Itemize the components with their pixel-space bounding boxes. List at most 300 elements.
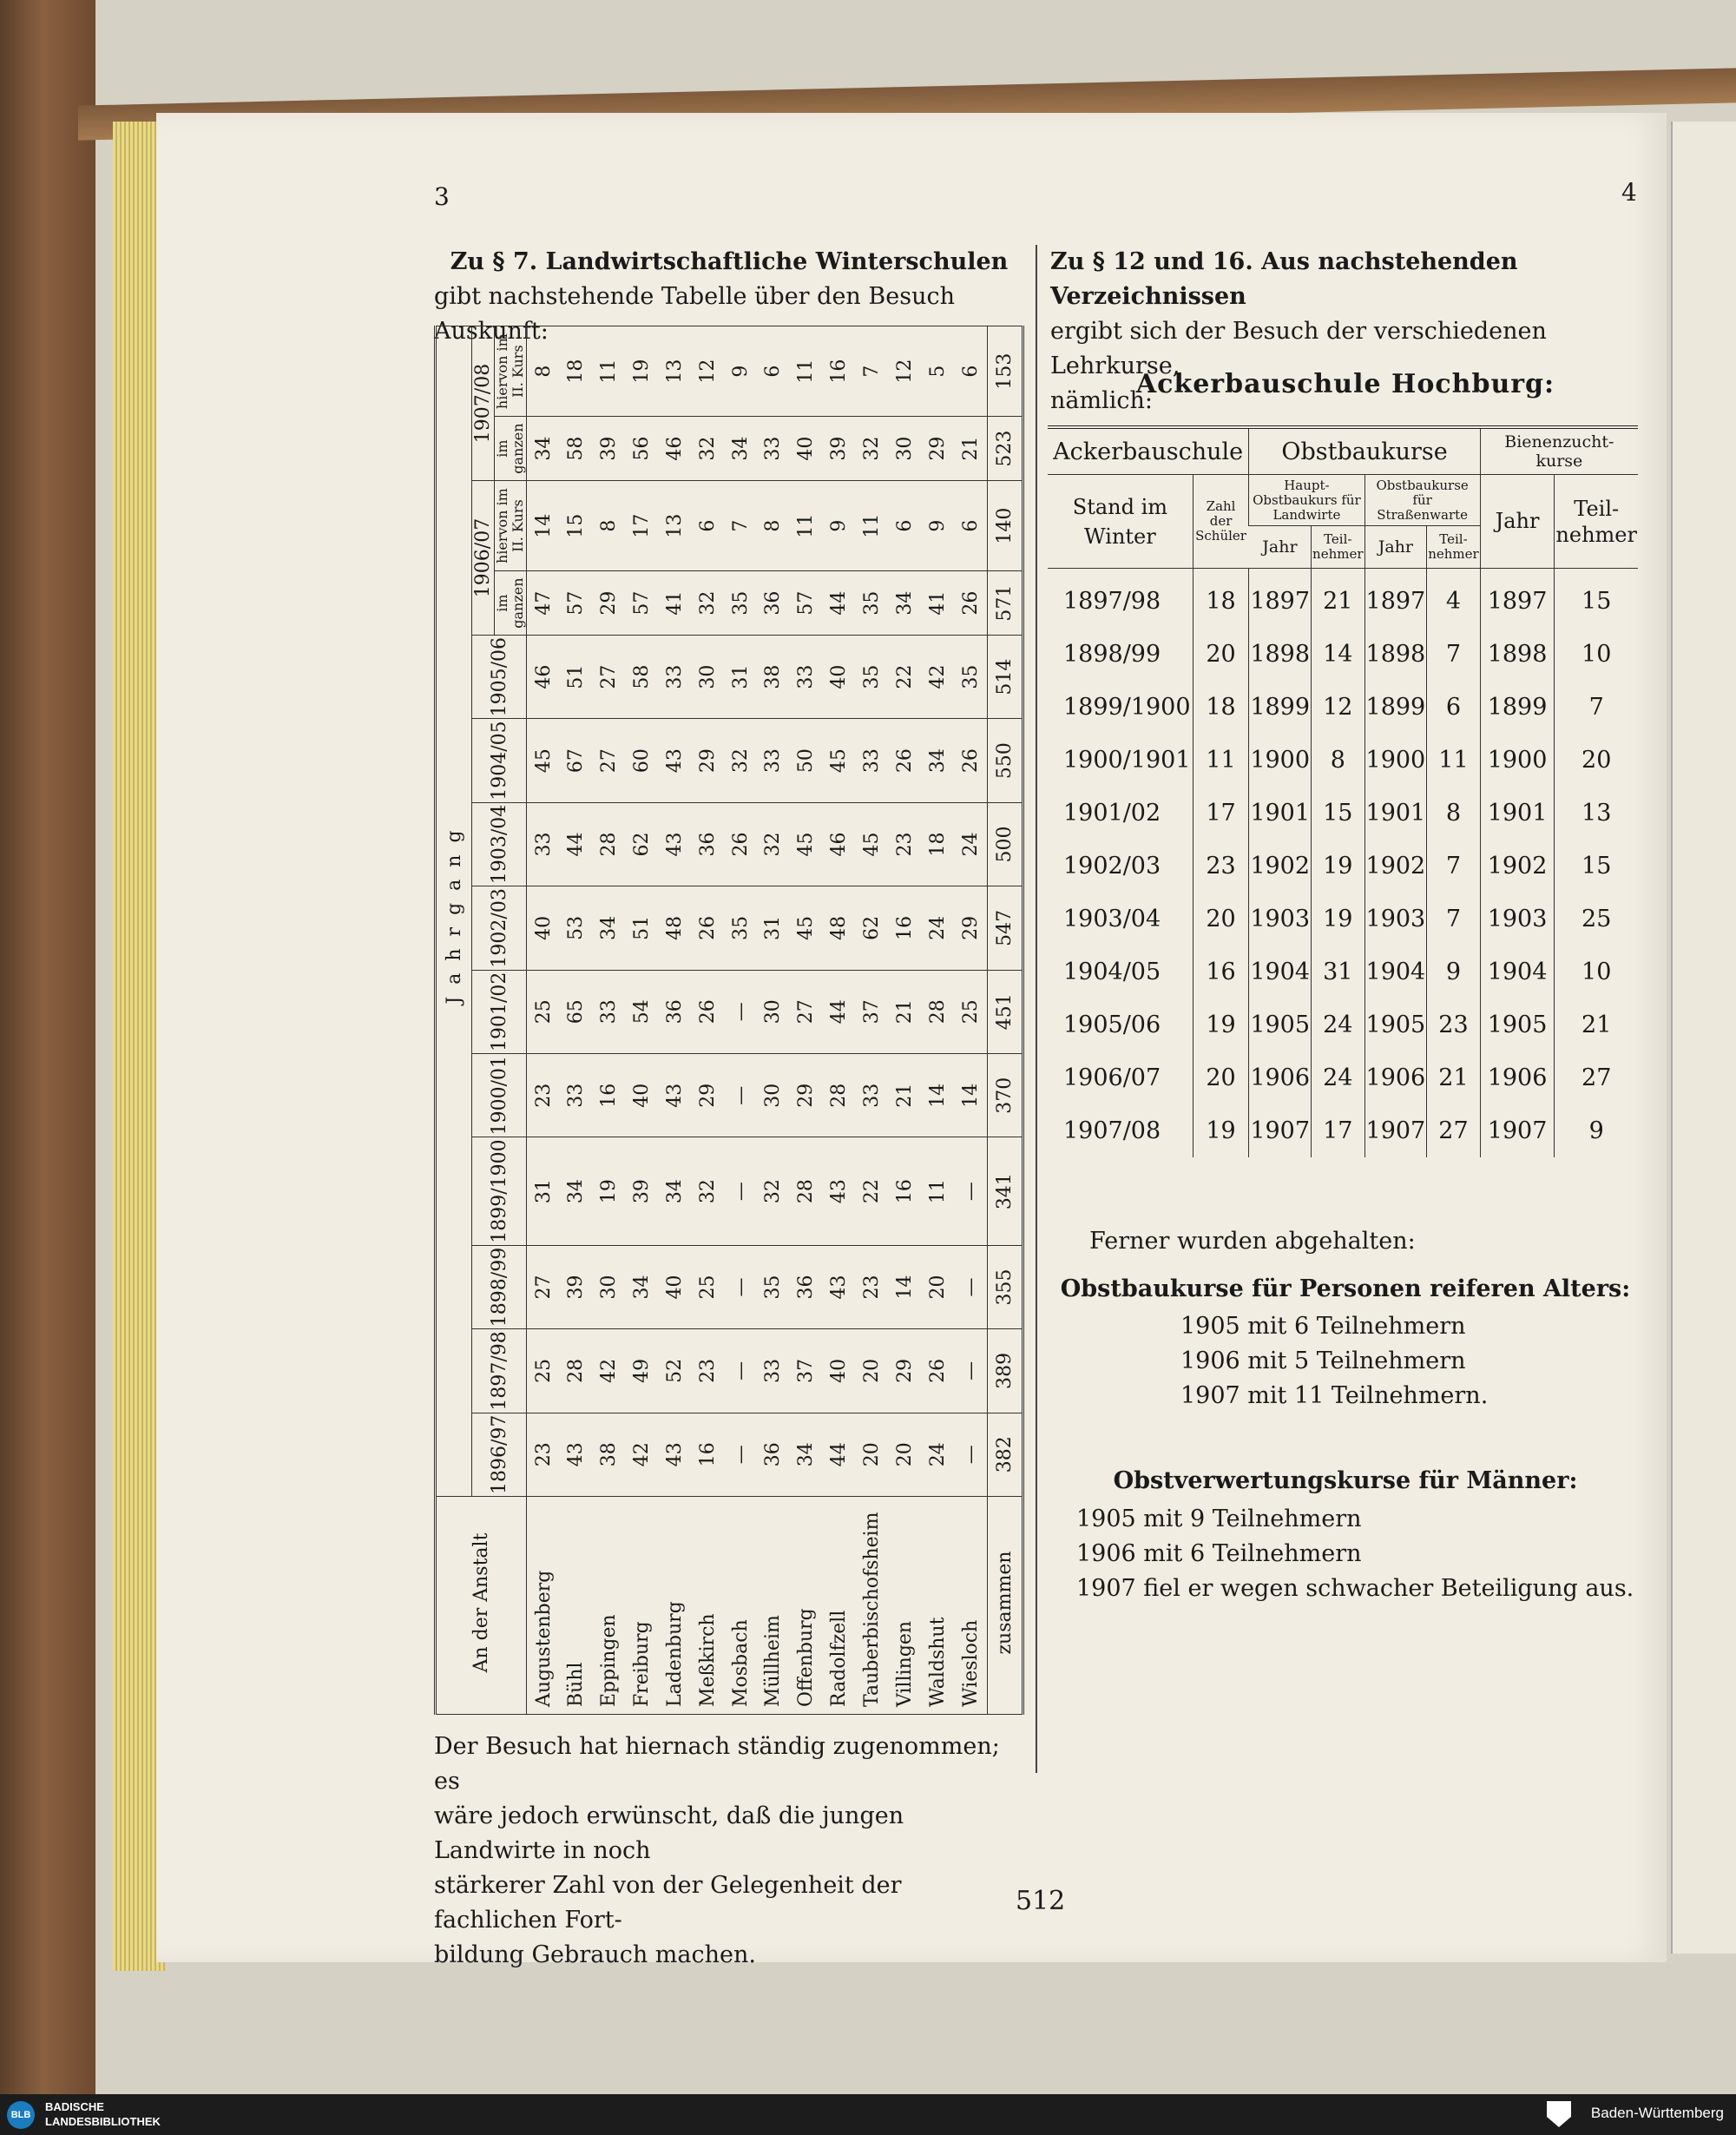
table-cell: 23 bbox=[527, 1053, 561, 1137]
table-cell: 28 bbox=[560, 1329, 593, 1413]
table-cell: 1903/04 bbox=[1063, 906, 1161, 932]
column-header: 1902/03 bbox=[472, 886, 527, 970]
page-number-left: 3 bbox=[434, 182, 450, 211]
table-cell: 40 bbox=[823, 1329, 856, 1413]
table-cell: 24 bbox=[954, 802, 988, 886]
table-cell: 11 bbox=[790, 326, 823, 417]
table-cell: 1901 bbox=[1364, 787, 1427, 840]
attendance-table bbox=[434, 326, 1024, 1715]
table-cell: 21 bbox=[888, 970, 921, 1053]
table-cell: 4 bbox=[1427, 569, 1480, 629]
table-cell: 52 bbox=[659, 1329, 692, 1413]
table-cell: 26 bbox=[888, 719, 921, 802]
obst-list bbox=[1180, 1309, 1597, 1413]
table-cell: 50 bbox=[790, 719, 823, 802]
table-cell: 16 bbox=[823, 326, 856, 417]
table-cell: 33 bbox=[593, 970, 626, 1053]
table-cell: 67 bbox=[560, 719, 593, 802]
h-stand: Stand im Winter bbox=[1048, 475, 1193, 569]
table-cell: 16 bbox=[1193, 946, 1249, 998]
table-cell: 32 bbox=[691, 417, 724, 481]
table-cell: 34 bbox=[593, 886, 626, 970]
library-line: BADISCHE bbox=[45, 2100, 104, 2113]
table-cell: 56 bbox=[626, 417, 659, 481]
table-cell: 19 bbox=[1193, 998, 1249, 1051]
table-row bbox=[1048, 893, 1638, 946]
table-cell: 26 bbox=[724, 802, 757, 886]
table-row bbox=[593, 326, 626, 1715]
table-cell: 17 bbox=[626, 481, 659, 571]
table-cell: 1906 bbox=[1249, 1051, 1312, 1104]
table-cell: 35 bbox=[856, 571, 889, 636]
table-cell: 30 bbox=[691, 635, 724, 718]
closing-line: wäre jedoch erwünscht, daß die jungen Landwirte in noch bbox=[434, 1802, 904, 1864]
table-cell: 49 bbox=[626, 1329, 659, 1413]
table-cell: 32 bbox=[691, 571, 724, 636]
table-cell: 1897 bbox=[1480, 569, 1555, 629]
table-cell: 42 bbox=[921, 635, 954, 718]
table-row bbox=[626, 326, 659, 1715]
table-cell: 57 bbox=[626, 571, 659, 636]
table-cell: 41 bbox=[921, 571, 954, 636]
verw-line: 1907 fiel er wegen schwacher Beteiligung aus. bbox=[1076, 1575, 1634, 1602]
table-cell: 8 bbox=[593, 481, 626, 571]
table-cell: 32 bbox=[724, 719, 757, 802]
table-cell: 30 bbox=[757, 970, 790, 1053]
table-cell: 29 bbox=[691, 719, 724, 802]
right-intro-line: ergibt sich der Besuch der verschiedenen Lehrkurse, bbox=[1050, 318, 1547, 379]
table-cell: 1907 bbox=[1249, 1104, 1312, 1157]
table-cell: 11 bbox=[593, 326, 626, 417]
table-cell: 26 bbox=[691, 970, 724, 1053]
table-cell: 20 bbox=[1193, 893, 1249, 946]
table-cell: 28 bbox=[921, 970, 954, 1053]
table-cell: — bbox=[724, 970, 757, 1053]
table-cell: 24 bbox=[1312, 1051, 1364, 1104]
column-header: 1900/01 bbox=[472, 1053, 527, 1137]
table-cell: 1907 bbox=[1480, 1104, 1555, 1157]
table-cell: 1900 bbox=[1364, 734, 1427, 787]
total-cell: 547 bbox=[988, 886, 1023, 970]
table-cell: 1897/98 bbox=[1063, 588, 1161, 615]
table-cell: 44 bbox=[560, 802, 593, 886]
table-row bbox=[1048, 946, 1638, 998]
table-cell: 33 bbox=[790, 635, 823, 718]
table-cell: 43 bbox=[823, 1137, 856, 1245]
table-cell: — bbox=[724, 1137, 757, 1245]
table-cell: 28 bbox=[790, 1137, 823, 1245]
column-header: 1898/99 bbox=[472, 1245, 527, 1328]
table-row bbox=[560, 326, 593, 1715]
table-cell: 46 bbox=[527, 635, 561, 718]
table-cell: 34 bbox=[790, 1413, 823, 1496]
table-row bbox=[1048, 998, 1638, 1051]
table-cell: 54 bbox=[626, 970, 659, 1053]
school-name: Augustenberg bbox=[527, 1497, 561, 1715]
table-cell: 6 bbox=[888, 481, 921, 571]
table-cell: 57 bbox=[560, 571, 593, 636]
table-cell: 34 bbox=[659, 1137, 692, 1245]
table-cell: 38 bbox=[593, 1413, 626, 1496]
column-header: 1903/04 bbox=[472, 802, 527, 886]
school-name: Tauberbischofsheim bbox=[856, 1497, 889, 1715]
table-cell: 5 bbox=[921, 326, 954, 417]
table-cell: 53 bbox=[560, 886, 593, 970]
table-cell: 11 bbox=[1427, 734, 1480, 787]
table-cell: — bbox=[954, 1137, 988, 1245]
table-cell: 7 bbox=[1427, 628, 1480, 681]
table-cell: 31 bbox=[724, 635, 757, 718]
table-cell: 21 bbox=[1312, 569, 1364, 629]
table-cell: 26 bbox=[954, 719, 988, 802]
table-row bbox=[757, 326, 790, 1715]
total-cell: 500 bbox=[988, 802, 1023, 886]
table-cell: — bbox=[724, 1329, 757, 1413]
table-cell: 21 bbox=[1555, 998, 1638, 1051]
total-cell: 153 bbox=[988, 326, 1023, 417]
table-cell: 29 bbox=[593, 571, 626, 636]
table-cell: 1899 bbox=[1364, 681, 1427, 734]
table-cell: 40 bbox=[659, 1245, 692, 1328]
h-strassen-teil: Teil-nehmer bbox=[1427, 526, 1480, 569]
column-header: 1904/05 bbox=[472, 719, 527, 802]
table-cell: 1897 bbox=[1249, 569, 1312, 629]
table-cell: 36 bbox=[757, 1413, 790, 1496]
table-cell: 26 bbox=[921, 1329, 954, 1413]
table-cell: 51 bbox=[560, 635, 593, 718]
table-cell: 24 bbox=[921, 886, 954, 970]
group-header: Jahrgang bbox=[436, 326, 472, 1497]
table-cell: 1898 bbox=[1249, 628, 1312, 681]
table-cell: 6 bbox=[691, 481, 724, 571]
closing-line: stärkerer Zahl von der Gelegenheit der fachlichen Fort- bbox=[434, 1872, 902, 1934]
right-intro-line: nämlich: bbox=[1050, 387, 1153, 414]
table-cell: 12 bbox=[691, 326, 724, 417]
verw-line: 1905 mit 9 Teilnehmern bbox=[1076, 1506, 1362, 1532]
h-bienen-teil: Teil-nehmer bbox=[1555, 475, 1638, 569]
table-row bbox=[724, 326, 757, 1715]
table-cell: 43 bbox=[659, 719, 692, 802]
table-cell: 1899/1900 bbox=[1063, 694, 1191, 721]
table-cell: 1903 bbox=[1364, 893, 1427, 946]
column-header: 1897/98 bbox=[472, 1329, 527, 1413]
table-cell: 18 bbox=[1193, 569, 1249, 629]
book-spine bbox=[0, 0, 95, 2094]
table-cell: 33 bbox=[757, 1329, 790, 1413]
table-cell: 30 bbox=[757, 1053, 790, 1137]
table-cell: 48 bbox=[659, 886, 692, 970]
table-cell: 20 bbox=[921, 1245, 954, 1328]
table-cell: 20 bbox=[856, 1329, 889, 1413]
sub-im-ganzen-1906: im ganzen bbox=[495, 571, 527, 636]
table-cell: 13 bbox=[1555, 787, 1638, 840]
state-crest-icon bbox=[1547, 2101, 1571, 2127]
table-cell: 8 bbox=[1427, 787, 1480, 840]
table-row bbox=[1048, 569, 1638, 629]
table-row bbox=[659, 326, 692, 1715]
obst-line: 1906 mit 5 Teilnehmern bbox=[1180, 1348, 1466, 1374]
table-cell: 17 bbox=[1193, 787, 1249, 840]
table-cell: 39 bbox=[626, 1137, 659, 1245]
h-haupt-jahr: Jahr bbox=[1249, 526, 1312, 569]
total-cell: 140 bbox=[988, 481, 1023, 571]
table-cell: 57 bbox=[790, 571, 823, 636]
table-cell: 39 bbox=[560, 1245, 593, 1328]
table-cell: 8 bbox=[757, 481, 790, 571]
table-cell: 1901 bbox=[1480, 787, 1555, 840]
footer-bar bbox=[0, 2094, 1736, 2135]
right-intro-line: Zu § 12 und 16. Aus nachstehenden Verzeichnissen bbox=[1050, 248, 1518, 310]
table-cell: 33 bbox=[659, 635, 692, 718]
table-cell: 1905/06 bbox=[1063, 1011, 1161, 1038]
table-cell: 29 bbox=[954, 886, 988, 970]
table-cell: 1904 bbox=[1364, 946, 1427, 998]
table-cell: 11 bbox=[790, 481, 823, 571]
table-cell: 1907/08 bbox=[1063, 1117, 1161, 1144]
table-cell: 31 bbox=[527, 1137, 561, 1245]
table-row bbox=[691, 326, 724, 1715]
table-cell: 18 bbox=[1193, 681, 1249, 734]
total-cell: 550 bbox=[988, 719, 1023, 802]
table-cell: 1900 bbox=[1249, 734, 1312, 787]
table-cell: 18 bbox=[921, 802, 954, 886]
h-strassen: Obstbaukurse für Straßenwarte bbox=[1364, 475, 1480, 526]
table-cell: 11 bbox=[921, 1137, 954, 1245]
table-cell: 31 bbox=[757, 886, 790, 970]
table-cell: 20 bbox=[856, 1413, 889, 1496]
closing-line: Der Besuch hat hiernach ständig zugenommen; es bbox=[434, 1733, 1000, 1795]
obst-heading: Obstbaukurse für Personen reiferen Alters: bbox=[1060, 1275, 1631, 1302]
col-1907: 1907/08 bbox=[472, 326, 495, 481]
left-closing bbox=[434, 1730, 1024, 1973]
table-cell: 19 bbox=[1312, 893, 1364, 946]
obst-line: 1905 mit 6 Teilnehmern bbox=[1180, 1313, 1466, 1340]
blb-logo-icon: BLB bbox=[7, 2101, 35, 2129]
table-cell: 16 bbox=[888, 886, 921, 970]
table-row bbox=[1048, 1051, 1638, 1104]
h-bienen: Bienenzucht-kurse bbox=[1480, 427, 1638, 475]
total-cell: 341 bbox=[988, 1137, 1023, 1245]
table-cell: 43 bbox=[659, 802, 692, 886]
table-cell: 51 bbox=[626, 886, 659, 970]
table-cell: 23 bbox=[1193, 840, 1249, 893]
table-cell: 27 bbox=[593, 719, 626, 802]
table-cell: 60 bbox=[626, 719, 659, 802]
table-cell: 34 bbox=[921, 719, 954, 802]
table-cell: 16 bbox=[593, 1053, 626, 1137]
table-cell: 10 bbox=[1555, 628, 1638, 681]
table-cell: 9 bbox=[1555, 1104, 1638, 1157]
table-cell: 45 bbox=[790, 802, 823, 886]
table-cell: 14 bbox=[1312, 628, 1364, 681]
table-cell: — bbox=[724, 1053, 757, 1137]
table-cell: 36 bbox=[757, 571, 790, 636]
table-cell: 40 bbox=[626, 1053, 659, 1137]
table-cell: 21 bbox=[1427, 1051, 1480, 1104]
table-cell: 44 bbox=[823, 970, 856, 1053]
table-cell: 15 bbox=[1555, 569, 1638, 629]
table-cell: 45 bbox=[790, 886, 823, 970]
school-name: Freiburg bbox=[626, 1497, 659, 1715]
table-cell: 1904 bbox=[1249, 946, 1312, 998]
table-cell: 35 bbox=[856, 635, 889, 718]
school-name: Villingen bbox=[888, 1497, 921, 1715]
table-cell: 1897 bbox=[1364, 569, 1427, 629]
table-cell: 35 bbox=[954, 635, 988, 718]
left-intro-text: gibt nachstehende Tabelle über den Besuch Auskunft: bbox=[434, 283, 955, 345]
table-cell: 45 bbox=[527, 719, 561, 802]
table-cell: 27 bbox=[593, 635, 626, 718]
table-cell: 13 bbox=[659, 481, 692, 571]
table-cell: 26 bbox=[691, 886, 724, 970]
table-cell: 27 bbox=[790, 970, 823, 1053]
table-cell: 34 bbox=[724, 417, 757, 481]
table-cell: 25 bbox=[527, 970, 561, 1053]
table-cell: 1905 bbox=[1364, 998, 1427, 1051]
table-row bbox=[954, 326, 988, 1715]
table-cell: 45 bbox=[856, 802, 889, 886]
table-row bbox=[1048, 628, 1638, 681]
table-cell: 29 bbox=[691, 1053, 724, 1137]
table-row bbox=[888, 326, 921, 1715]
total-cell: 523 bbox=[988, 417, 1023, 481]
school-name: Müllheim bbox=[757, 1497, 790, 1715]
table-cell: 6 bbox=[954, 326, 988, 417]
table-cell: 15 bbox=[1555, 840, 1638, 893]
table-cell: 31 bbox=[1312, 946, 1364, 998]
hochburg-title: Ackerbauschule Hochburg: bbox=[1135, 369, 1555, 399]
total-cell: 370 bbox=[988, 1053, 1023, 1137]
table-cell: 33 bbox=[757, 719, 790, 802]
table-cell: 42 bbox=[626, 1413, 659, 1496]
table-cell: 27 bbox=[1427, 1104, 1480, 1157]
table-cell: 1905 bbox=[1480, 998, 1555, 1051]
table-row bbox=[1048, 1104, 1638, 1157]
page-number-right: 4 bbox=[1621, 178, 1637, 207]
column-divider bbox=[1036, 245, 1037, 1773]
table-cell: 34 bbox=[626, 1245, 659, 1328]
column-header: 1896/97 bbox=[472, 1413, 527, 1496]
table-cell: — bbox=[954, 1413, 988, 1496]
table-cell: 37 bbox=[790, 1329, 823, 1413]
hochburg-table bbox=[1048, 425, 1638, 1157]
ferner: Ferner wurden abgehalten: bbox=[1089, 1228, 1416, 1255]
table-cell: 47 bbox=[527, 571, 561, 636]
table-cell: 27 bbox=[1555, 1051, 1638, 1104]
table-cell: 36 bbox=[691, 802, 724, 886]
table-row bbox=[921, 326, 954, 1715]
table-cell: 43 bbox=[659, 1053, 692, 1137]
sub-im-ganzen-1907: im ganzen bbox=[495, 417, 527, 481]
table-row bbox=[823, 326, 856, 1715]
table-cell: 1904/05 bbox=[1063, 959, 1161, 985]
h-bienen-jahr: Jahr bbox=[1480, 475, 1555, 569]
table-cell: 10 bbox=[1555, 946, 1638, 998]
table-cell: 7 bbox=[1555, 681, 1638, 734]
table-cell: 15 bbox=[1312, 787, 1364, 840]
table-cell: 14 bbox=[888, 1245, 921, 1328]
next-page-edge bbox=[1671, 122, 1736, 1954]
table-cell: 23 bbox=[856, 1245, 889, 1328]
table-cell: 1904 bbox=[1480, 946, 1555, 998]
table-cell: 13 bbox=[659, 326, 692, 417]
table-cell: 20 bbox=[1193, 1051, 1249, 1104]
table-cell: 1898/99 bbox=[1063, 641, 1161, 668]
closing-line: bildung Gebrauch machen. bbox=[434, 1941, 756, 1968]
table-cell: 9 bbox=[921, 481, 954, 571]
table-cell: 19 bbox=[626, 326, 659, 417]
table-cell: 65 bbox=[560, 970, 593, 1053]
table-row bbox=[790, 326, 823, 1715]
table-cell: 46 bbox=[823, 802, 856, 886]
table-cell: 1898 bbox=[1480, 628, 1555, 681]
table-cell: 45 bbox=[823, 719, 856, 802]
table-cell: 14 bbox=[921, 1053, 954, 1137]
table-cell: 30 bbox=[593, 1245, 626, 1328]
table-cell: 20 bbox=[1555, 734, 1638, 787]
total-cell: 382 bbox=[988, 1413, 1023, 1496]
table-row bbox=[1048, 734, 1638, 787]
table-cell: 43 bbox=[659, 1413, 692, 1496]
table-cell: 36 bbox=[659, 970, 692, 1053]
table-cell: 58 bbox=[560, 417, 593, 481]
table-cell: 25 bbox=[691, 1245, 724, 1328]
table-cell: 7 bbox=[1427, 840, 1480, 893]
table-cell: 30 bbox=[888, 417, 921, 481]
table-cell: 22 bbox=[856, 1137, 889, 1245]
table-cell: 7 bbox=[1427, 893, 1480, 946]
folio-number: 512 bbox=[1016, 1886, 1066, 1916]
table-cell: 15 bbox=[560, 481, 593, 571]
table-cell: 23 bbox=[1427, 998, 1480, 1051]
left-heading: Zu § 7. Landwirtschaftliche Winterschulen bbox=[450, 248, 1009, 275]
library-line: LANDESBIBLIOTHEK bbox=[45, 2115, 161, 2128]
total-cell: 389 bbox=[988, 1329, 1023, 1413]
table-cell: 42 bbox=[593, 1329, 626, 1413]
table-cell: 34 bbox=[560, 1137, 593, 1245]
total-cell: 514 bbox=[988, 635, 1023, 718]
total-cell: 355 bbox=[988, 1245, 1023, 1328]
table-cell: 33 bbox=[757, 417, 790, 481]
table-cell: 8 bbox=[527, 326, 561, 417]
school-name: Eppingen bbox=[593, 1497, 626, 1715]
table-cell: 14 bbox=[954, 1053, 988, 1137]
school-name: Wiesloch bbox=[954, 1497, 988, 1715]
school-name: Bühl bbox=[560, 1497, 593, 1715]
verw-list bbox=[1076, 1502, 1649, 1606]
school-name: Waldshut bbox=[921, 1497, 954, 1715]
table-cell: 20 bbox=[1193, 628, 1249, 681]
school-name: Ladenburg bbox=[659, 1497, 692, 1715]
table-cell: 7 bbox=[856, 326, 889, 417]
table-cell: 40 bbox=[823, 635, 856, 718]
table-cell: 25 bbox=[1555, 893, 1638, 946]
table-cell: 26 bbox=[954, 571, 988, 636]
table-cell: 44 bbox=[823, 571, 856, 636]
table-cell: 25 bbox=[527, 1329, 561, 1413]
h-strassen-jahr: Jahr bbox=[1364, 526, 1427, 569]
total-cell: 451 bbox=[988, 970, 1023, 1053]
library-name bbox=[45, 2099, 161, 2129]
table-cell: — bbox=[954, 1329, 988, 1413]
column-header: 1901/02 bbox=[472, 970, 527, 1053]
school-name: Mosbach bbox=[724, 1497, 757, 1715]
row-header: An der Anstalt bbox=[436, 1497, 527, 1715]
table-cell: 1898 bbox=[1364, 628, 1427, 681]
table-cell: 46 bbox=[659, 417, 692, 481]
table-cell: 19 bbox=[1312, 840, 1364, 893]
table-cell: 43 bbox=[560, 1413, 593, 1496]
